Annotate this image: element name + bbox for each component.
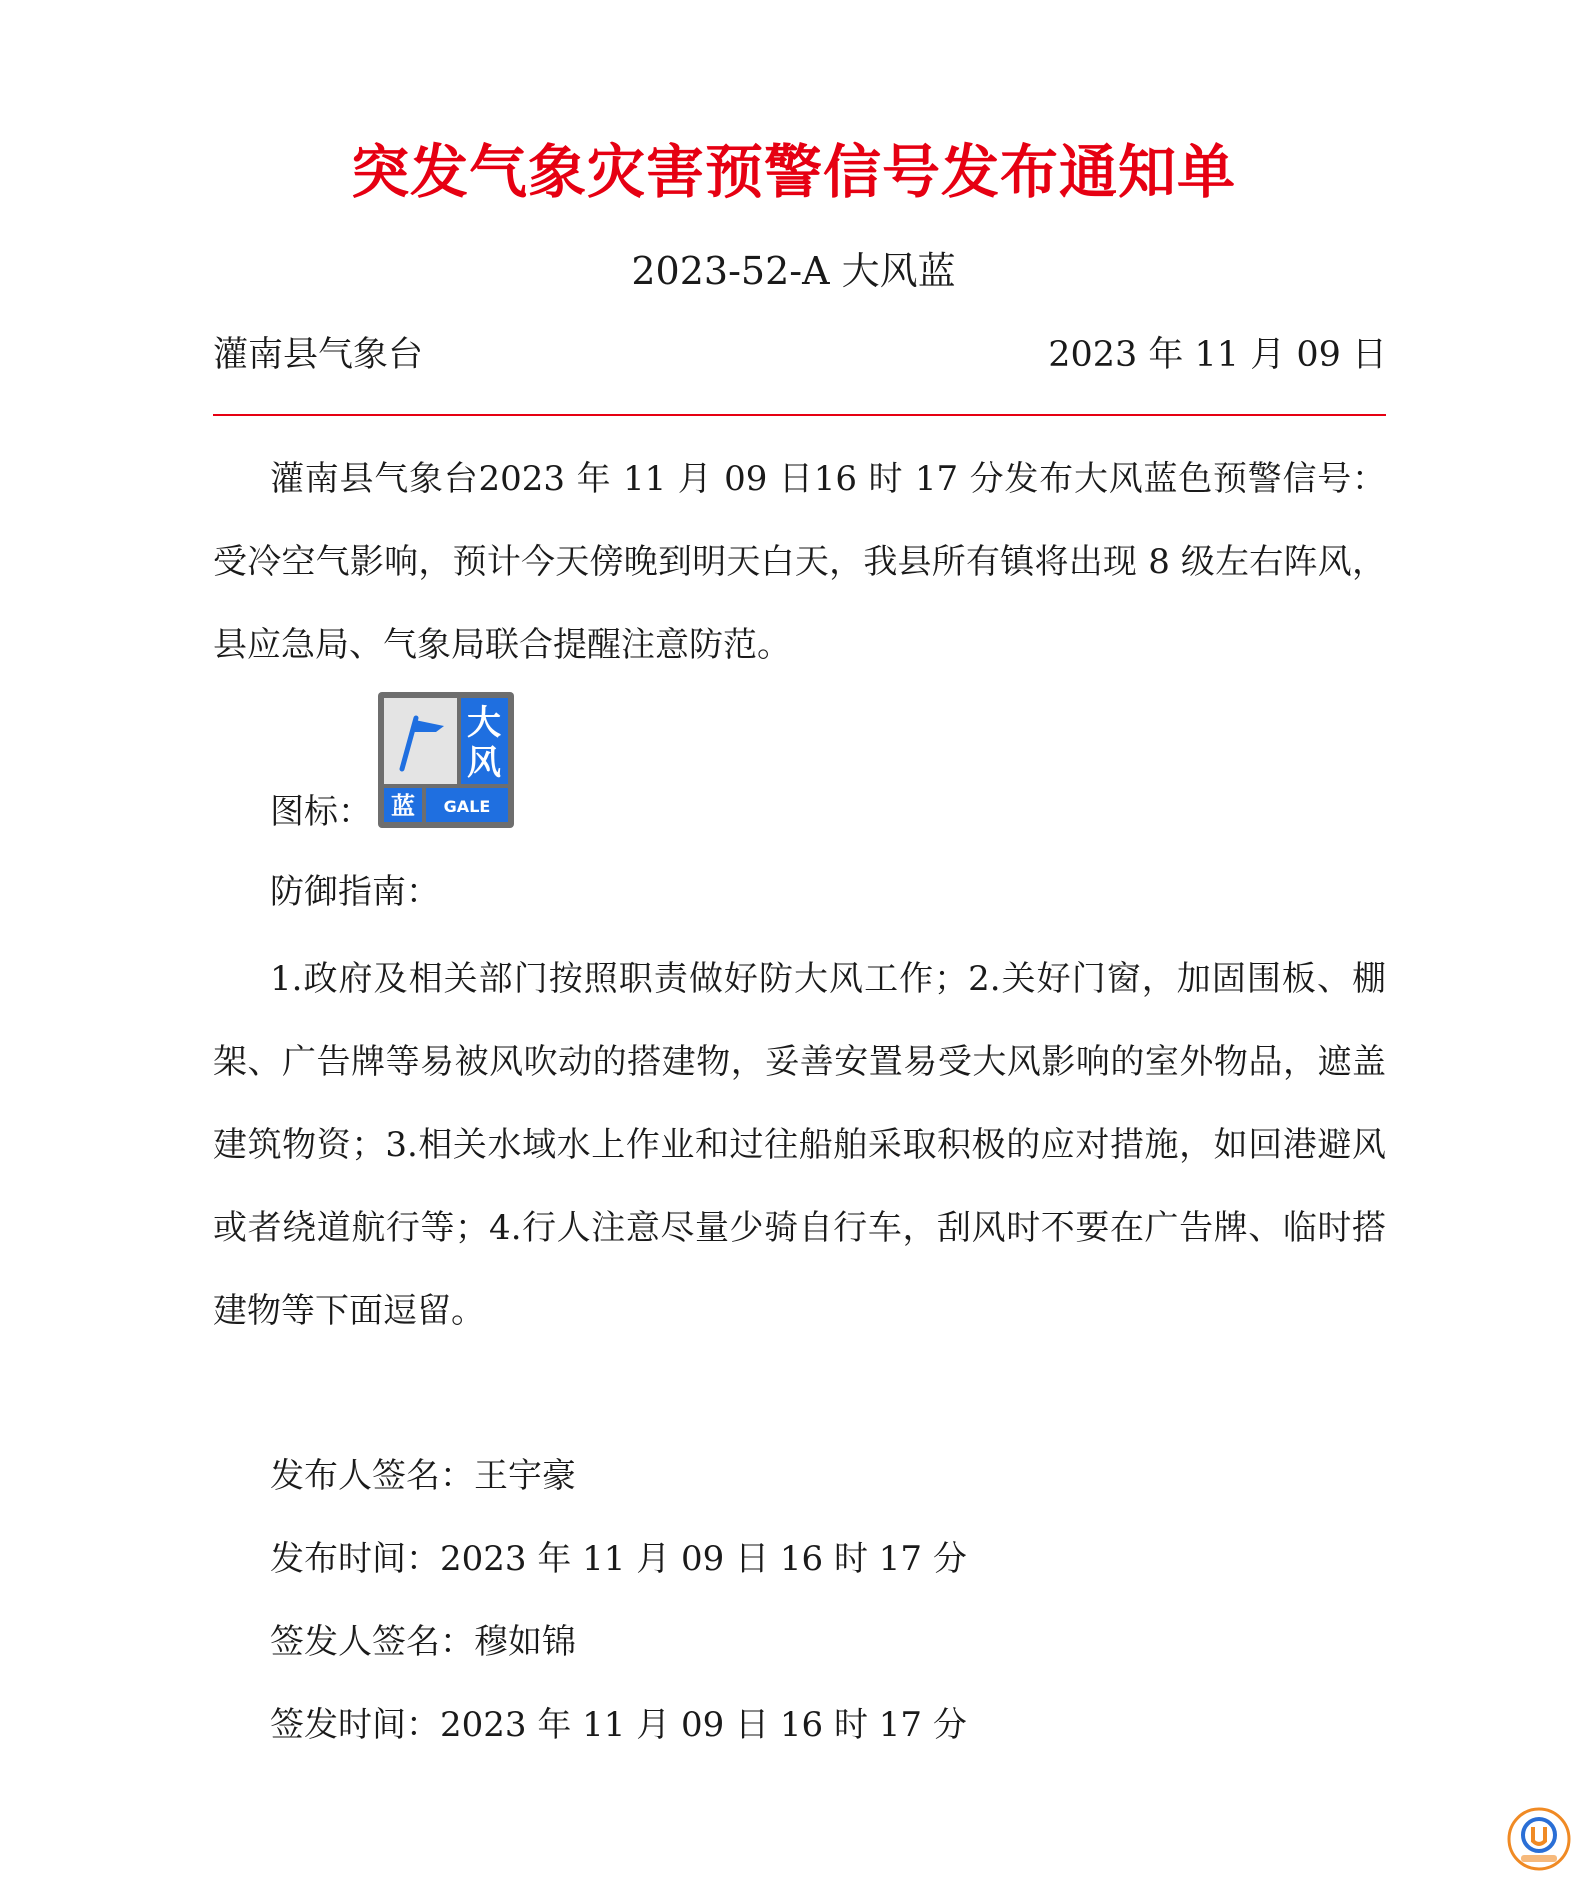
icon-top-char-1: 大 [467, 703, 501, 743]
issuer-name: 灌南县气象台 [213, 335, 424, 375]
publish-time: 发布时间：2023 年 11 月 09 日 16 时 17 分 [270, 1539, 967, 1579]
gale-blue-warning-icon [378, 692, 514, 828]
red-divider [213, 414, 1386, 416]
approver-signature: 签发人签名：穆如锦 [270, 1622, 576, 1662]
icon-level-text: 蓝 [391, 792, 415, 820]
news-app-logo-icon [1507, 1807, 1571, 1871]
defense-guide-paragraph: 1.政府及相关部门按照职责做好防大风工作；2.关好门窗，加固围板、棚架、广告牌等易被风吹动的搭建物，妥善安置易受大风影响的室外物品，遮盖建筑物资；3.相关水域水上作业和过往船舶采取积极的应对措施，如回港避风或者绕道航行等；4.行人注意尽量少骑自行车，刮风时不要在广告牌、临时搭建物等下面逗留。 [213, 959, 1386, 1331]
warning-paragraph: 灌南县气象台2023 年 11 月 09 日16 时 17 分发布大风蓝色预警信号：受冷空气影响，预计今天傍晚到明天白天，我县所有镇将出现 8 级左右阵风，县应急局、气象局联合提醒注意防范。 [213, 459, 1386, 665]
issue-date: 2023 年 11 月 09 日 [1048, 335, 1387, 375]
defense-guide-label: 防御指南： [270, 872, 440, 912]
approve-time: 签发时间：2023 年 11 月 09 日 16 时 17 分 [270, 1705, 967, 1745]
document-title: 突发气象灾害预警信号发布通知单 [350, 138, 1236, 206]
publisher-signature: 发布人签名：王宇豪 [270, 1456, 576, 1496]
icon-english-text: GALE [443, 797, 491, 816]
icon-top-char-2: 风 [467, 743, 501, 783]
document-number: 2023-52-A 大风蓝 [631, 249, 956, 293]
icon-label: 图标： [270, 792, 372, 832]
